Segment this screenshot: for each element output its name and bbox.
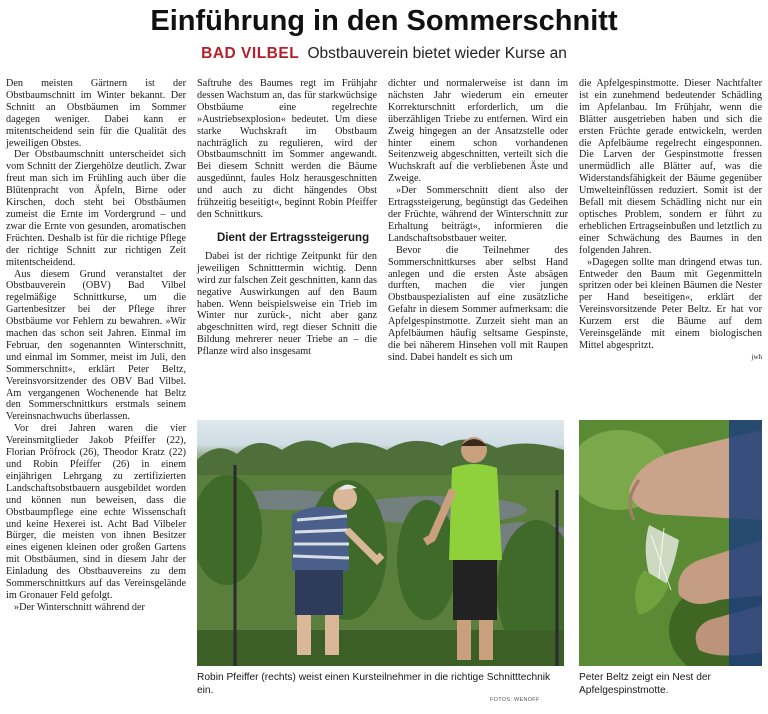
location-label: BAD VILBEL <box>201 45 300 62</box>
photo-caption-left: Robin Pfeiffer (rechts) weist einen Kursteilnehmer in die richtige Schnitttechnik ein. <box>197 672 551 696</box>
photo-credit: FOTOS: WENOFF <box>490 697 540 703</box>
paragraph: Dabei ist der richtige Zeitpunkt für den jeweiligen Schnitttermin wichtig. Denn wird zur falschen Zeit geschnitten, kann das negative Auswirkungen auf den Baum haben. Wenn beispielsweise ein Trieb im Winter nur zurück-, nicht aber ganz abgeschnitten wird, regt dieser Schnitt die Bildung mehrerer neuer Triebe an – die Pflanze wird also insgesamt <box>197 250 377 358</box>
paragraph: Aus diesem Grund veranstaltet der Obstbauverein (OBV) Bad Vilbel regelmäßige Schnittkurse, um die Gartenbesitzer bei der Pflege ihrer Obstbäume vor Fehlern zu bewahren. »Wir machen das schon seit Jahren. Einmal im Februar, den sogenannten Winterschnitt, und einmal im Sommer, meist im Juli, den Sommerschnitt«, erklärt Peter Beltz, Vereinsvorsitzender des OBV Bad Vilbel. Am vergangenen Wochenende hat Beltz den Sommerschnittkurs erstmals seinem Vereinsnachwuchs überlassen. <box>6 268 186 423</box>
paragraph: »Der Winterschnitt während der <box>14 601 145 613</box>
paragraph: Saftruhe des Baumes regt im Frühjahr dessen Wachstum an, das für starkwüchsige Obstbäume eine regelrechte »Austriebsexplosion« bedeutet. Um diese starke Wuchskraft im Obstbaum nachträglich zu regulieren, wird der Obstbaumschnitt im Sommer angewandt. Bei diesem Schnitt werden die Bäume ausgedünnt, faules Holz herausgeschnitten und auch zu dicht hängendes Obst frühzeitig beseitigt«, beginnt Robin Pfeiffer den Schnittkurs. <box>197 78 377 220</box>
text-column-2 <box>197 78 377 412</box>
orchard-photo-illustration <box>197 420 564 666</box>
author-signature: jwh <box>751 352 762 361</box>
article-headline: Einführung in den Sommerschnitt <box>150 5 618 37</box>
moth-nest-photo-illustration <box>579 420 762 666</box>
paragraph: die Apfelgespinstmotte. Dieser Nachtfalter ist ein zunehmend bedeutender Schädling im Apfelanbau. Im Frühjahr, wenn die Blätter ausgetrieben haben und sich die ersten Früchte gerade entwickeln, werden die Apfelbäume regelrecht eingesponnen. Die Larven der Gespinstmotte fressen unermüdlich alle Blätter auf, was die Widerstandsfähigkeit der Bäume gegenüber Umwelteinflüssen reduziert. Somit ist der Befall mit diesem Schädling nicht nur ein optisches Problem, sondern er führt zu erheblichen Ertragseinbußen und letztlich zu einer Schwächung des Baumes in den folgenden Jahren. <box>579 78 762 256</box>
section-subtitle: Dient der Ertragssteigerung <box>217 231 370 244</box>
paragraph: Den meisten Gärtnern ist der Obstbaumschnitt im Winter bekannt. Der Schnitt an Obstbäumen im Sommer dagegen weniger. Dabei kann er mitentscheidend sein für die Qualität des jeweiligen Obstes. <box>6 78 186 149</box>
paragraph: Vor drei Jahren waren die vier Vereinsmitglieder Jakob Pfeiffer (22), Florian Pröfrock (26), Theodor Kratz (22) und Robin Pfeiffer (26) in einem einjährigen Lehrgang zu zertifizierten Landschaftsobstbauern ausgebildet worden und können nun beweisen, dass die Obstbaumpflege eine echte Wissenschaft und keine Hexerei ist. Acht Bad Vilbeler Bürger, die meisten von ihnen Besitzer eines eigenen kleinen oder großen Gartens mit Obstbäumen, sind in diesem Jahr der Einladung des Obstbauvereins zu dem Sommerschnittkurs auf das Vereinsgelände im Gronauer Feld gefolgt. <box>6 423 186 601</box>
text-column-4 <box>579 78 762 412</box>
text-column-1 <box>6 78 186 708</box>
subheadline-text: Obstbauverein bietet wieder Kurse an <box>307 45 567 62</box>
moth-nest-photo <box>579 420 762 666</box>
orchard-photo <box>197 420 564 666</box>
text-column-3 <box>388 78 568 412</box>
photo-caption-right: Peter Beltz zeigt ein Nest der Apfelgespinstmotte. <box>579 672 711 696</box>
article-subheadline <box>0 44 768 64</box>
paragraph: Der Obstbaumschnitt unterscheidet sich vom Schnitt der Ziergehölze deutlich. Zwar freut man sich im Frühling auch über die Blütenpracht von Äpfeln, Birne oder Kirschen, doch steht bei Obstbäumen zumeist die Ernte im Vordergrund – und zwar die Ernte von gesunden, aromatischen Früchten. Deshalb ist für die richtige Pflege der richtige Schnitt zur richtigen Zeit mitentscheidend. <box>6 149 186 268</box>
paragraph: »Der Sommerschnitt dient also der Ertragssteigerung, begünstigt das Gedeihen der Früchte, während der Winterschnitt zur Erhaltung beiträgt«, informieren die Landschaftsobstbauer weiter. <box>388 185 568 244</box>
paragraph: »Dagegen sollte man dringend etwas tun. Entweder den Baum mit Gegenmitteln spritzen oder bei kleinen Bäumen die Nester per Hand beseitigen«, erklärt der Vereinsvorsitzende Peter Beltz. Er hat vor Kurzem erst die Bäume auf dem Vereinsgelände mit einem biologischen Mittel abgespritzt. <box>579 256 762 351</box>
paragraph: dichter und normalerweise ist dann im nächsten Jahr wiederum ein erneuter Korrekturschnitt erforderlich, um die überzähligen Triebe zu entfernen. Wird ein Zweig hingegen an der Ansatzstelle oder hinter einem schon vorhandenen Seitenzweig abgeschnitten, verteilt sich die Wuchskraft auf die verbliebenen Äste und Zweige. <box>388 78 568 185</box>
paragraph: Bevor die Teilnehmer des Sommerschnittkurses aber selbst Hand anlegen und die ersten Äste absägen durften, machen die vier jungen Obstbauspezialisten auf eine zusätzliche Gefahr in diesem Sommer aufmerksam: die Apfelgespinstmotte. Zurzeit sieht man an Apfelbäumen häufig seltsame Gespinste, die bei näherem Hinsehen voll mit Raupen sind. Dabei handelt es sich um <box>388 244 568 363</box>
